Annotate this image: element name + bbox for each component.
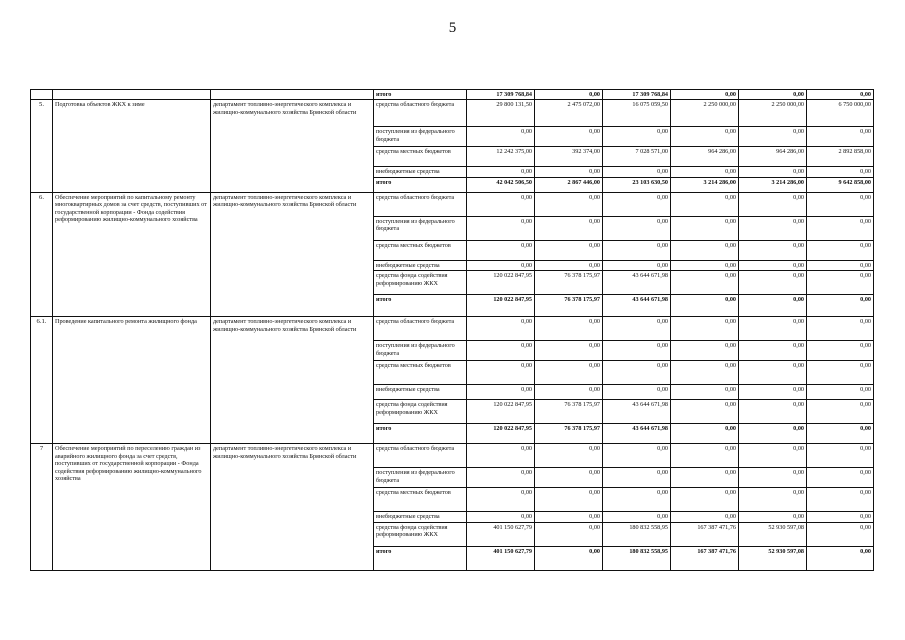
value-cell: 0,00 [807, 522, 874, 546]
value-cell: 0,00 [739, 512, 807, 522]
value-cell: 0,00 [671, 424, 739, 444]
value-cell: 0,00 [467, 341, 535, 361]
row-label: итого [374, 177, 467, 192]
value-cell: 0,00 [671, 468, 739, 488]
value-cell: 0,00 [535, 444, 603, 468]
value-cell: 0,00 [603, 468, 671, 488]
value-cell: 0,00 [603, 240, 671, 260]
value-cell: 0,00 [739, 424, 807, 444]
value-cell: 120 022 847,95 [467, 400, 535, 424]
value-cell: 0,00 [739, 90, 807, 100]
value-cell: 0,00 [467, 260, 535, 270]
funding-source-label: поступления из федерального бюджета [374, 127, 467, 147]
value-cell: 0,00 [603, 216, 671, 240]
value-cell: 0,00 [671, 488, 739, 512]
value-cell: 0,00 [671, 260, 739, 270]
value-cell: 0,00 [467, 167, 535, 177]
value-cell: 0,00 [739, 127, 807, 147]
value-cell: 0,00 [467, 444, 535, 468]
value-cell: 0,00 [807, 385, 874, 400]
value-cell: 0,00 [807, 546, 874, 570]
funding-source-label: средства областного бюджета [374, 100, 467, 127]
value-cell: 76 378 175,97 [535, 271, 603, 295]
funding-source-label: средства местных бюджетов [374, 240, 467, 260]
value-cell: 0,00 [739, 385, 807, 400]
value-cell: 0,00 [807, 271, 874, 295]
value-cell: 0,00 [739, 341, 807, 361]
value-cell: 0,00 [807, 512, 874, 522]
value-cell: 52 930 597,08 [739, 522, 807, 546]
value-cell: 0,00 [739, 260, 807, 270]
value-cell: 2 250 000,00 [739, 100, 807, 127]
section-number: 6.1. [31, 317, 53, 444]
section-executor: департамент топливно-энергетического комплекса и жилищно-коммунального хозяйства Брянской области [211, 444, 374, 570]
value-cell: 0,00 [467, 361, 535, 385]
value-cell: 0,00 [535, 167, 603, 177]
value-cell: 0,00 [739, 400, 807, 424]
value-cell: 0,00 [603, 385, 671, 400]
table-row [31, 90, 874, 100]
value-cell: 0,00 [603, 127, 671, 147]
value-cell: 0,00 [671, 512, 739, 522]
section-name: Проведение капитального ремонта жилищного фонда [53, 317, 211, 444]
value-cell: 0,00 [467, 468, 535, 488]
row-label: итого [374, 546, 467, 570]
value-cell: 43 644 671,98 [603, 400, 671, 424]
funding-source-label: внебюджетные средства [374, 260, 467, 270]
budget-table [30, 89, 874, 571]
value-cell: 0,00 [535, 240, 603, 260]
funding-source-label: поступления из федерального бюджета [374, 468, 467, 488]
value-cell: 0,00 [739, 216, 807, 240]
value-cell: 0,00 [603, 361, 671, 385]
section-number: 5. [31, 100, 53, 192]
funding-source-label: внебюджетные средства [374, 385, 467, 400]
value-cell: 0,00 [535, 216, 603, 240]
value-cell: 42 042 506,50 [467, 177, 535, 192]
value-cell: 0,00 [739, 488, 807, 512]
funding-source-label: внебюджетные средства [374, 512, 467, 522]
value-cell: 3 214 286,00 [671, 177, 739, 192]
value-cell: 0,00 [467, 488, 535, 512]
section-executor: департамент топливно-энергетического комплекса и жилищно-коммунального хозяйства Брянской области [211, 192, 374, 316]
budget-table-body [31, 90, 874, 571]
value-cell: 0,00 [671, 444, 739, 468]
value-cell: 0,00 [535, 522, 603, 546]
section-name: Обеспечение мероприятий по переселению граждан из аварийного жилищного фонда за счет средств, поступивших от государственной корпорации - Фонда содействия реформированию жилищно-коммунального хозяйства [53, 444, 211, 570]
blank-cell [53, 90, 211, 100]
funding-source-label: внебюджетные средства [374, 167, 467, 177]
value-cell: 0,00 [467, 317, 535, 341]
value-cell: 17 309 768,84 [467, 90, 535, 100]
value-cell: 0,00 [671, 167, 739, 177]
value-cell: 401 150 627,79 [467, 522, 535, 546]
value-cell: 0,00 [739, 271, 807, 295]
value-cell: 0,00 [671, 400, 739, 424]
value-cell: 964 286,00 [671, 147, 739, 167]
table-row [31, 444, 874, 468]
value-cell: 120 022 847,95 [467, 295, 535, 317]
value-cell: 17 309 768,84 [603, 90, 671, 100]
section-executor: департамент топливно-энергетического комплекса и жилищно-коммунального хозяйства Брянской области [211, 100, 374, 192]
value-cell: 0,00 [807, 167, 874, 177]
value-cell: 0,00 [535, 127, 603, 147]
value-cell: 0,00 [535, 385, 603, 400]
section-number: 6. [31, 192, 53, 316]
value-cell: 12 242 375,00 [467, 147, 535, 167]
value-cell: 0,00 [807, 192, 874, 216]
funding-source-label: средства местных бюджетов [374, 361, 467, 385]
value-cell: 0,00 [603, 317, 671, 341]
value-cell: 0,00 [535, 488, 603, 512]
value-cell: 167 387 471,76 [671, 522, 739, 546]
value-cell: 43 644 671,98 [603, 424, 671, 444]
value-cell: 0,00 [739, 444, 807, 468]
value-cell: 52 930 597,08 [739, 546, 807, 570]
value-cell: 0,00 [671, 240, 739, 260]
funding-source-label: средства фонда содействия реформированию ЖКХ [374, 271, 467, 295]
value-cell: 9 642 858,00 [807, 177, 874, 192]
value-cell: 0,00 [739, 361, 807, 385]
value-cell: 0,00 [807, 444, 874, 468]
value-cell: 0,00 [807, 361, 874, 385]
section-executor: департамент топливно-энергетического комплекса и жилищно-коммунального хозяйства Брянской области [211, 317, 374, 444]
value-cell: 0,00 [603, 512, 671, 522]
section-name: Обеспечение мероприятий по капитальному ремонту многоквартирных домов за счет средств, поступивших от государственной корпорации - Фонда содействия реформированию жилищно-коммунального хозяйства [53, 192, 211, 316]
value-cell: 0,00 [535, 546, 603, 570]
section-number: 7 [31, 444, 53, 570]
value-cell: 76 378 175,97 [535, 424, 603, 444]
funding-source-label: средства областного бюджета [374, 192, 467, 216]
value-cell: 120 022 847,95 [467, 424, 535, 444]
value-cell: 0,00 [671, 317, 739, 341]
table-row [31, 317, 874, 341]
value-cell: 0,00 [671, 192, 739, 216]
value-cell: 0,00 [739, 240, 807, 260]
value-cell: 0,00 [807, 240, 874, 260]
value-cell: 2 250 000,00 [671, 100, 739, 127]
value-cell: 43 644 671,98 [603, 295, 671, 317]
value-cell: 0,00 [807, 468, 874, 488]
value-cell: 0,00 [807, 488, 874, 512]
value-cell: 2 867 446,00 [535, 177, 603, 192]
value-cell: 167 387 471,76 [671, 546, 739, 570]
value-cell: 0,00 [535, 90, 603, 100]
value-cell: 401 150 627,79 [467, 546, 535, 570]
value-cell: 23 103 630,50 [603, 177, 671, 192]
value-cell: 0,00 [671, 341, 739, 361]
funding-source-label: поступления из федерального бюджета [374, 341, 467, 361]
value-cell: 0,00 [671, 361, 739, 385]
value-cell: 0,00 [603, 488, 671, 512]
value-cell: 0,00 [807, 90, 874, 100]
funding-source-label: средства областного бюджета [374, 444, 467, 468]
value-cell: 0,00 [467, 240, 535, 260]
value-cell: 0,00 [535, 260, 603, 270]
value-cell: 0,00 [739, 167, 807, 177]
value-cell: 0,00 [671, 385, 739, 400]
value-cell: 0,00 [807, 127, 874, 147]
value-cell: 0,00 [739, 295, 807, 317]
value-cell: 29 800 131,50 [467, 100, 535, 127]
table-row [31, 192, 874, 216]
value-cell: 0,00 [671, 127, 739, 147]
value-cell: 0,00 [603, 167, 671, 177]
value-cell: 0,00 [467, 127, 535, 147]
value-cell: 0,00 [603, 260, 671, 270]
value-cell: 0,00 [671, 271, 739, 295]
value-cell: 0,00 [671, 216, 739, 240]
value-cell: 0,00 [739, 468, 807, 488]
value-cell: 0,00 [807, 317, 874, 341]
value-cell: 0,00 [535, 192, 603, 216]
value-cell: 0,00 [467, 385, 535, 400]
value-cell: 6 750 000,00 [807, 100, 874, 127]
value-cell: 76 378 175,97 [535, 400, 603, 424]
value-cell: 0,00 [467, 216, 535, 240]
blank-cell [211, 90, 374, 100]
value-cell: 76 378 175,97 [535, 295, 603, 317]
value-cell: 0,00 [467, 192, 535, 216]
value-cell: 3 214 286,00 [739, 177, 807, 192]
row-label: итого [374, 295, 467, 317]
funding-source-label: средства местных бюджетов [374, 147, 467, 167]
row-label: итого [374, 424, 467, 444]
funding-source-label: средства фонда содействия реформированию ЖКХ [374, 400, 467, 424]
value-cell: 120 022 847,95 [467, 271, 535, 295]
value-cell: 0,00 [535, 361, 603, 385]
value-cell: 964 286,00 [739, 147, 807, 167]
table-row [31, 100, 874, 127]
value-cell: 0,00 [535, 512, 603, 522]
value-cell: 0,00 [467, 512, 535, 522]
funding-source-label: средства фонда содействия реформированию ЖКХ [374, 522, 467, 546]
value-cell: 0,00 [807, 295, 874, 317]
value-cell: 2 892 858,00 [807, 147, 874, 167]
value-cell: 0,00 [807, 424, 874, 444]
value-cell: 2 475 072,00 [535, 100, 603, 127]
section-name: Подготовка объектов ЖКХ к зиме [53, 100, 211, 192]
value-cell: 180 832 558,95 [603, 522, 671, 546]
value-cell: 0,00 [807, 260, 874, 270]
value-cell: 180 832 558,95 [603, 546, 671, 570]
value-cell: 0,00 [603, 341, 671, 361]
value-cell: 0,00 [535, 341, 603, 361]
value-cell: 0,00 [671, 90, 739, 100]
value-cell: 0,00 [807, 400, 874, 424]
value-cell: 43 644 671,98 [603, 271, 671, 295]
value-cell: 0,00 [739, 317, 807, 341]
value-cell: 0,00 [671, 295, 739, 317]
funding-source-label: поступления из федерального бюджета [374, 216, 467, 240]
funding-source-label: средства областного бюджета [374, 317, 467, 341]
value-cell: 16 075 059,50 [603, 100, 671, 127]
value-cell: 7 028 571,00 [603, 147, 671, 167]
value-cell: 392 374,00 [535, 147, 603, 167]
value-cell: 0,00 [739, 192, 807, 216]
value-cell: 0,00 [807, 341, 874, 361]
value-cell: 0,00 [535, 468, 603, 488]
page-number: 5 [448, 20, 457, 36]
value-cell: 0,00 [603, 192, 671, 216]
funding-source-label: средства местных бюджетов [374, 488, 467, 512]
value-cell: 0,00 [603, 444, 671, 468]
value-cell: 0,00 [807, 216, 874, 240]
row-label: итого [374, 90, 467, 100]
blank-cell [31, 90, 53, 100]
value-cell: 0,00 [535, 317, 603, 341]
